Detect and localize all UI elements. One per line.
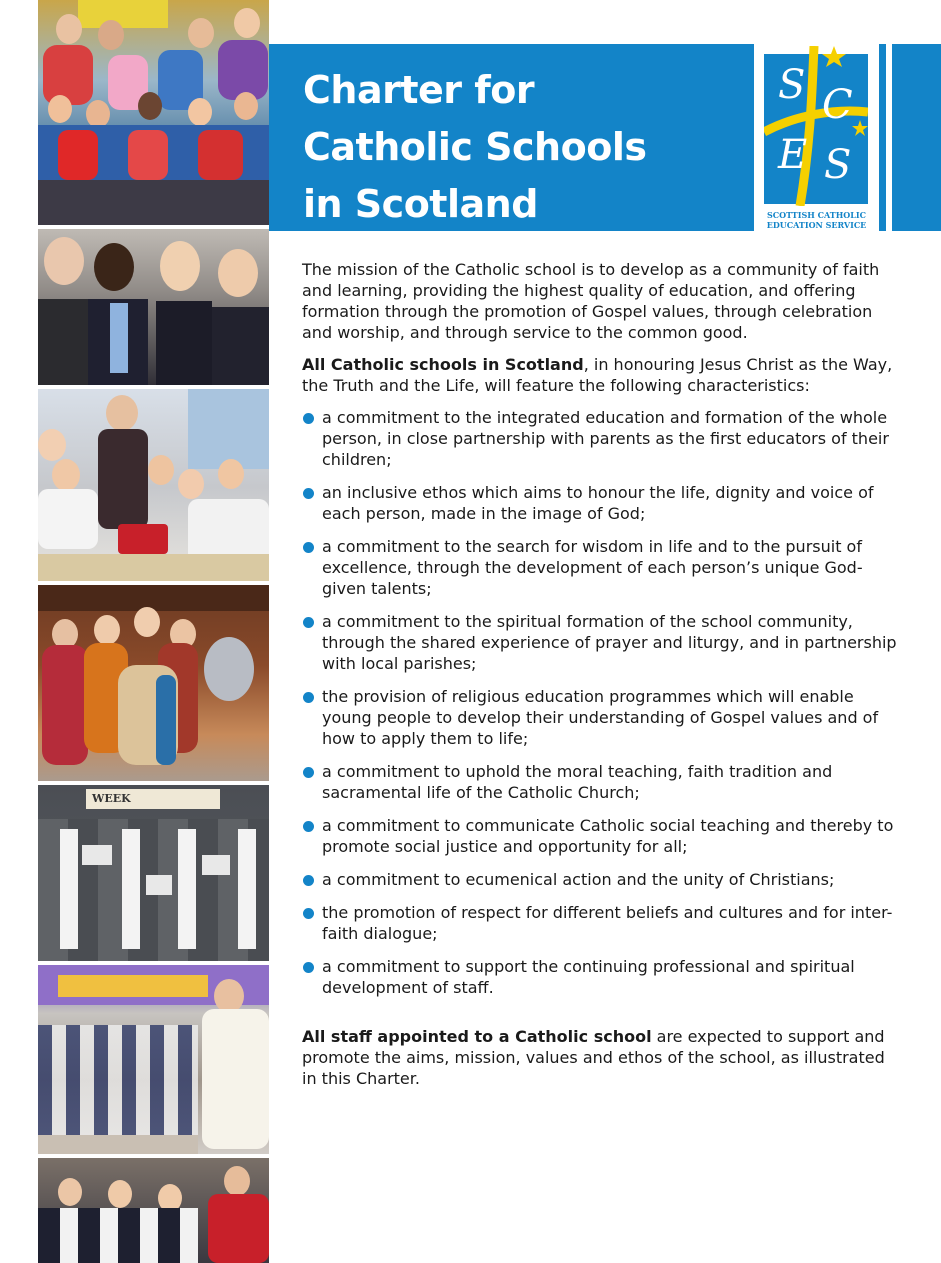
list-item-text: a commitment to the integrated education and formation of the whole person, in close partnership with parents as the first educators of their children; — [322, 408, 889, 469]
logo-caption-line-2: EDUCATION SERVICE — [766, 220, 867, 230]
characteristics-list — [302, 407, 902, 998]
list-item-text: a commitment to the search for wisdom in life and to the pursuit of excellence, through the development of each person’s unique God-given talents; — [322, 537, 863, 598]
list-item — [302, 902, 902, 944]
photo-assembly-priest — [38, 965, 269, 1158]
photo-bishop-pupils — [38, 1158, 269, 1263]
banner-gap — [886, 44, 892, 231]
title-line-1: Charter for — [303, 68, 535, 112]
lead-rest: , in honouring Jesus Christ as the Way, the Truth and the Life, will feature the following characteristics: — [302, 355, 893, 395]
logo-letter-c: C — [822, 82, 853, 128]
title-line-3: in Scotland — [303, 182, 538, 226]
list-item — [302, 686, 902, 749]
bullet-dot — [303, 875, 314, 886]
title-line-2: Catholic Schools — [303, 125, 647, 169]
list-item-text: a commitment to the spiritual formation of the school community, through the shared experience of prayer and liturgy, and in partnership with local parishes; — [322, 612, 897, 673]
sces-logo-mark — [764, 46, 868, 206]
closing-rest: are expected to support and promote the aims, mission, values and ethos of the school, as illustrated in this Charter. — [302, 1027, 885, 1088]
logo-caption-line-1: SCOTTISH CATHOLIC — [767, 210, 866, 220]
bullet-dot — [303, 542, 314, 553]
list-item-text: a commitment to communicate Catholic social teaching and thereby to promote social justice and opportunity for all; — [322, 816, 894, 856]
closing-paragraph — [302, 1026, 902, 1089]
photo-children-group — [38, 0, 269, 229]
list-item — [302, 956, 902, 998]
list-item — [302, 761, 902, 803]
display-week-text: WEEK — [92, 792, 131, 805]
list-item-text: the promotion of respect for different beliefs and cultures and for inter-faith dialogue; — [322, 903, 893, 943]
page-title — [303, 62, 646, 233]
bullet-dot — [303, 413, 314, 424]
display-week-sign — [86, 789, 220, 809]
logo-letter-s1: S — [778, 62, 806, 108]
sces-logo — [754, 36, 879, 232]
logo-letter-e: E — [778, 132, 808, 178]
photo-classroom-display — [38, 785, 269, 965]
bullet-dot — [303, 821, 314, 832]
list-item — [302, 611, 902, 674]
photo-strip — [38, 0, 269, 1263]
list-item-text: a commitment to support the continuing professional and spiritual development of staff. — [322, 957, 855, 997]
list-item-text: the provision of religious education programmes which will enable young people to develop their understanding of Gospel values and of how to apply them to life; — [322, 687, 879, 748]
list-item — [302, 407, 902, 470]
photo-bishop-cake — [38, 389, 269, 585]
charter-content — [302, 259, 902, 1100]
logo-caption — [754, 210, 879, 230]
photo-pupils-smiling — [38, 229, 269, 389]
intro-paragraph: The mission of the Catholic school is to develop as a community of faith and learning, providing the highest quality of education, and offering formation through the promotion of Gospel values, through celebration and worship, and through service to the common good. — [302, 260, 880, 342]
list-item — [302, 869, 902, 890]
closing-bold: All staff appointed to a Catholic school — [302, 1027, 652, 1046]
bullet-dot — [303, 617, 314, 628]
list-item-text: a commitment to ecumenical action and the unity of Christians; — [322, 870, 835, 889]
lead-paragraph — [302, 354, 902, 396]
bullet-dot — [303, 767, 314, 778]
bullet-dot — [303, 962, 314, 973]
list-item — [302, 536, 902, 599]
list-item-text: an inclusive ethos which aims to honour the life, dignity and voice of each person, made in the image of God; — [322, 483, 874, 523]
bullet-dot — [303, 488, 314, 499]
lead-bold: All Catholic schools in Scotland — [302, 355, 584, 374]
bullet-dot — [303, 692, 314, 703]
photo-nativity-play — [38, 585, 269, 785]
logo-letter-s2: S — [824, 142, 852, 188]
list-item-text: a commitment to uphold the moral teaching, faith tradition and sacramental life of the Catholic Church; — [322, 762, 833, 802]
list-item — [302, 482, 902, 524]
list-item — [302, 815, 902, 857]
bullet-dot — [303, 908, 314, 919]
